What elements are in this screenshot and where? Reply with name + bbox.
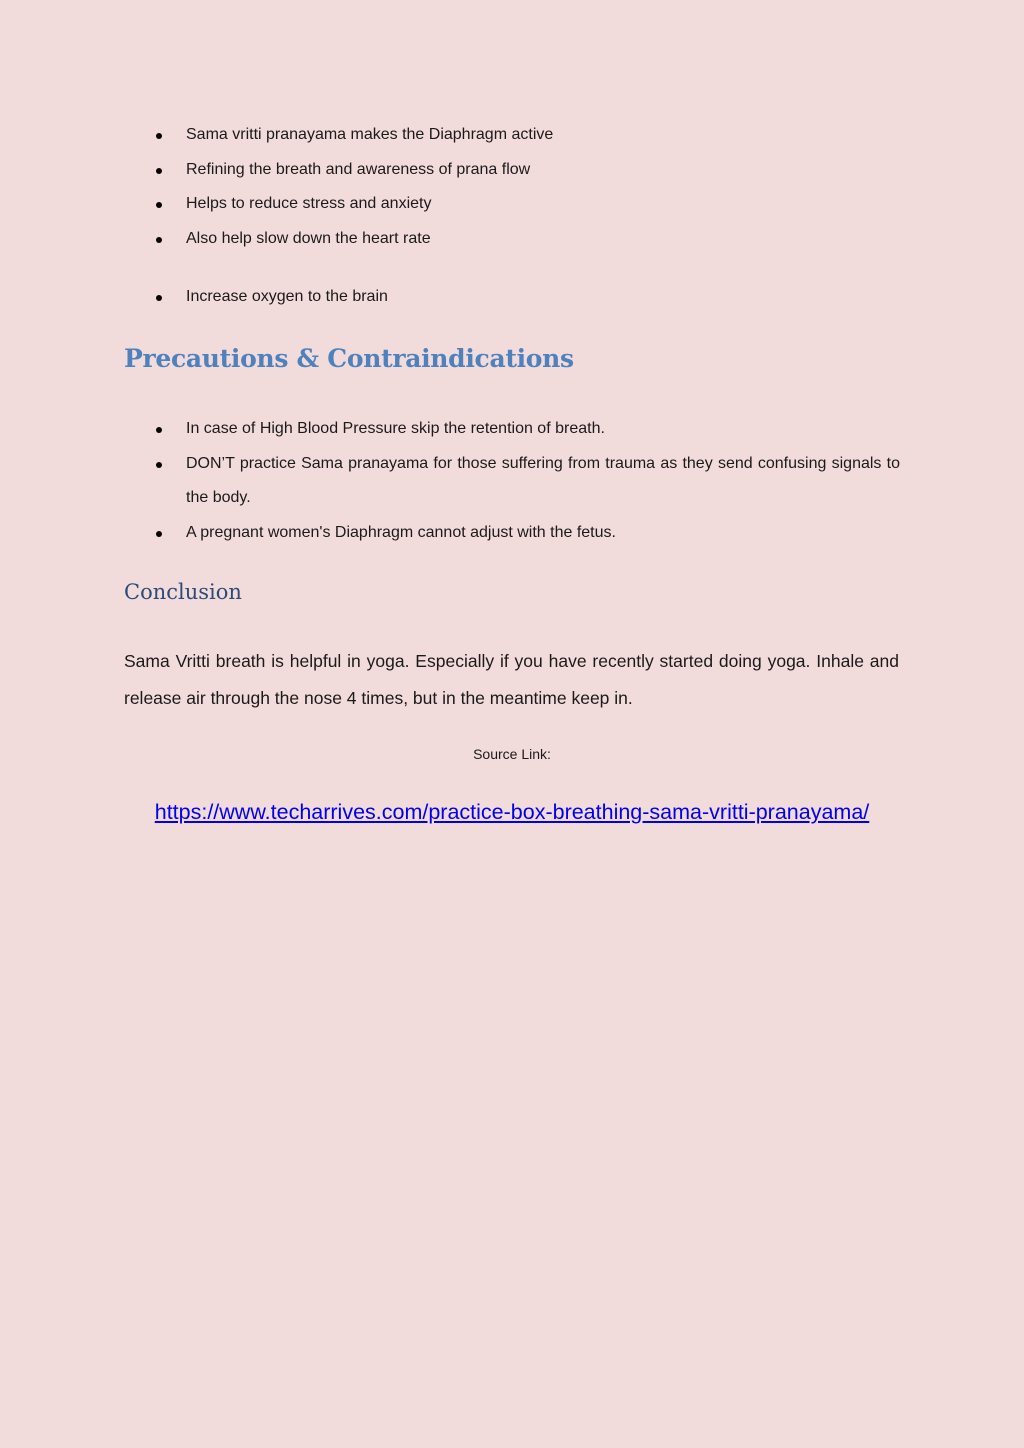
- source-link[interactable]: https://www.techarrives.com/practice-box-breathing-sama-vritti-pranayama/: [154, 800, 870, 824]
- bullet-icon: [156, 133, 162, 139]
- list-item-text: A pregnant women's Diaphragm cannot adjust with the fetus.: [186, 523, 616, 541]
- list-item-text: DON’T practice Sama pranayama for those suffering from trauma as they send confusing signals to the body.: [186, 454, 900, 506]
- bullet-icon: [156, 427, 162, 433]
- conclusion-paragraph: Sama Vritti breath is helpful in yoga. Especially if you have recently started doing yoga. Inhale and release air through the nose 4 times, but in the meantime keep in.: [124, 651, 899, 708]
- list-item-text: Helps to reduce stress and anxiety: [186, 195, 432, 212]
- list-item: [124, 222, 900, 257]
- benefits-list: [124, 118, 900, 315]
- bullet-icon: [156, 462, 162, 468]
- list-item: [124, 412, 900, 447]
- list-item: [124, 118, 900, 153]
- bullet-icon: [156, 202, 162, 208]
- precautions-heading: Precautions & Contraindications: [124, 344, 574, 373]
- source-link-container: [0, 800, 1024, 825]
- conclusion-heading: Conclusion: [124, 580, 242, 604]
- list-item: [124, 153, 900, 188]
- list-item-text: Also help slow down the heart rate: [186, 229, 431, 247]
- list-item-text: Increase oxygen to the brain: [186, 288, 388, 305]
- bullet-icon: [156, 168, 162, 174]
- list-item: [124, 447, 900, 516]
- bullet-icon: [156, 531, 162, 537]
- bullet-icon: [156, 237, 162, 243]
- list-item: [124, 516, 900, 551]
- precautions-list: [124, 412, 900, 550]
- list-item: [124, 187, 900, 222]
- source-label: Source Link:: [473, 746, 551, 762]
- list-item-text: Refining the breath and awareness of prana flow: [186, 160, 531, 178]
- list-item: [124, 280, 900, 315]
- list-item-text: In case of High Blood Pressure skip the retention of breath.: [186, 420, 605, 437]
- list-item-text: Sama vritti pranayama makes the Diaphragm active: [186, 126, 554, 143]
- bullet-icon: [156, 295, 162, 301]
